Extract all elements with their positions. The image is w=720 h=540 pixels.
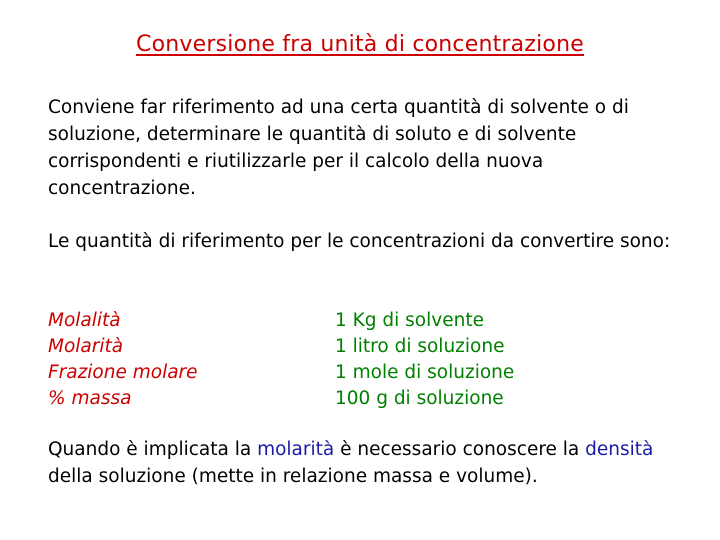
unit-name-mole-fraction: Frazione molare xyxy=(48,362,198,383)
highlight-density: densità xyxy=(585,439,654,460)
density-note-part3: della soluzione (mette in relazione massa e volume). xyxy=(48,466,538,487)
density-note-part1: Quando è implicata la xyxy=(48,439,258,460)
unit-name-molality: Molalità xyxy=(48,310,121,331)
reference-molarity: 1 litro di soluzione xyxy=(335,336,505,357)
reference-mass-percent: 100 g di soluzione xyxy=(335,388,504,409)
highlight-molarity: molarità xyxy=(257,439,335,460)
reference-intro-paragraph: Le quantità di riferimento per le concentrazioni da convertire sono: xyxy=(48,231,671,252)
density-note-part2: è necessario conoscere la xyxy=(334,439,586,460)
unit-name-molarity: Molarità xyxy=(48,336,124,357)
density-note-paragraph xyxy=(48,436,688,490)
unit-name-mass-percent: % massa xyxy=(48,388,132,409)
reference-mole-fraction: 1 mole di soluzione xyxy=(335,362,515,383)
intro-paragraph: Conviene far riferimento ad una certa quantità di solvente o di soluzione, determinare le quantità di soluto e di solvente corrispondenti e riutilizzarle per il calcolo della nuova concentrazione. xyxy=(48,97,629,199)
page-title: Conversione fra unità di concentrazione xyxy=(136,32,584,57)
reference-molality: 1 Kg di solvente xyxy=(335,310,484,331)
unit-names-list xyxy=(48,308,198,412)
unit-references-list xyxy=(335,308,514,412)
